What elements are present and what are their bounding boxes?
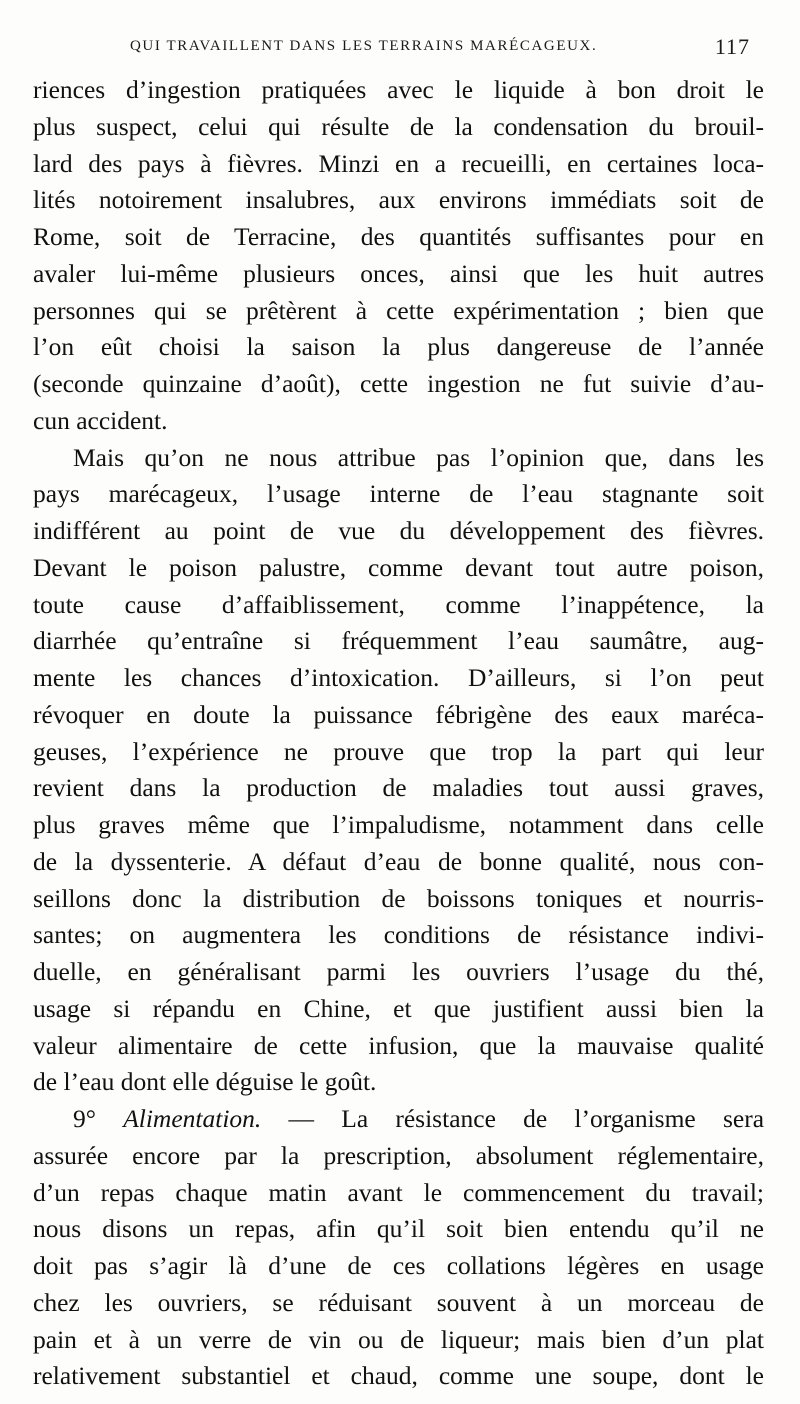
running-title: QUI TRAVAILLENT DANS LES TERRAINS MARÉCAGEUX. [130, 38, 598, 54]
text-line: geuses, l’expérience ne prouve que trop la part qui leur [33, 736, 764, 766]
text-line: lard des pays à fièvres. Minzi en a recueilli, en certaines loca- [33, 148, 764, 178]
text-line: avaler lui-même plusieurs onces, ainsi que les huit autres [33, 258, 764, 288]
text-line: l’on eût choisi la saison la plus dangereuse de l’année [33, 332, 764, 362]
text-line: riences d’ingestion pratiquées avec le liquide à bon droit le [33, 75, 764, 104]
text-line: Devant le poison palustre, comme devant tout autre poison, [33, 552, 764, 582]
section-heading-line [33, 1101, 764, 1138]
text-line: pain et à un verre de vin ou de liqueur; mais bien d’un plat [33, 1324, 764, 1354]
page-number: 117 [714, 34, 750, 59]
section-title: Alimentation. [123, 1104, 262, 1133]
text-line: assurée encore par la prescription, absolument réglementaire, [33, 1140, 764, 1170]
text-line: pays marécageux, l’usage interne de l’eau stagnante soit [33, 479, 764, 509]
text-line: indifférent au point de vue du développement des fièvres. [33, 516, 764, 545]
text-line: seillons donc la distribution de boissons toniques et nourris- [33, 883, 764, 913]
text-line: Rome, soit de Terracine, des quantités suffisantes pour en [33, 222, 764, 251]
text-line: santes; on augmentera les conditions de résistance indivi- [33, 920, 764, 950]
text-line: nous disons un repas, afin qu’il soit bien entendu qu’il ne [33, 1214, 764, 1244]
text-line: d’un repas chaque matin avant le commencement du travail; [33, 1177, 764, 1207]
text-line: duelle, en généralisant parmi les ouvriers l’usage du thé, [33, 957, 764, 986]
paragraph-start-line: Mais qu’on ne nous attribue pas l’opinion que, dans les [73, 442, 764, 472]
text-line: cun accident. [33, 405, 168, 435]
body-text [33, 72, 764, 1395]
text-line: plus suspect, celui qui résulte de la condensation du brouil- [33, 111, 764, 141]
text-line: plus graves même que l’impaludisme, notamment dans celle [33, 810, 764, 839]
text-line: diarrhée qu’entraîne si fréquemment l’eau saumâtre, aug- [33, 626, 764, 656]
section-line-text: — La résistance de l’organisme sera [288, 1104, 764, 1133]
text-line: toute cause d’affaiblissement, comme l’inappétence, la [33, 589, 764, 619]
text-line: usage si répandu en Chine, et que justifient aussi bien la [33, 993, 764, 1023]
text-line: révoquer en doute la puissance fébrigène des eaux maréca- [33, 699, 764, 729]
text-line: revient dans la production de maladies tout aussi graves, [33, 773, 764, 803]
running-head [130, 34, 750, 60]
text-line: valeur alimentaire de cette infusion, que la mauvaise qualité [33, 1030, 764, 1060]
text-line: chez les ouvriers, se réduisant souvent à un morceau de [33, 1287, 764, 1317]
section-number: 9° [73, 1104, 96, 1133]
text-line: mente les chances d’intoxication. D’ailleurs, si l’on peut [33, 663, 764, 692]
text-line: doit pas s’agir là d’une de ces collations légères en usage [33, 1251, 764, 1280]
text-line: de la dyssenterie. A défaut d’eau de bonne qualité, nous con- [33, 846, 764, 876]
text-line: (seconde quinzaine d’août), cette ingestion ne fut suivie d’au- [33, 369, 764, 398]
text-line: relativement substantiel et chaud, comme une soupe, dont le [33, 1361, 764, 1391]
text-line: personnes qui se prêtèrent à cette expérimentation ; bien que [33, 295, 764, 325]
text-line: de l’eau dont elle déguise le goût. [33, 1067, 377, 1097]
text-line: lités notoirement insalubres, aux environs immédiats soit de [33, 185, 764, 215]
